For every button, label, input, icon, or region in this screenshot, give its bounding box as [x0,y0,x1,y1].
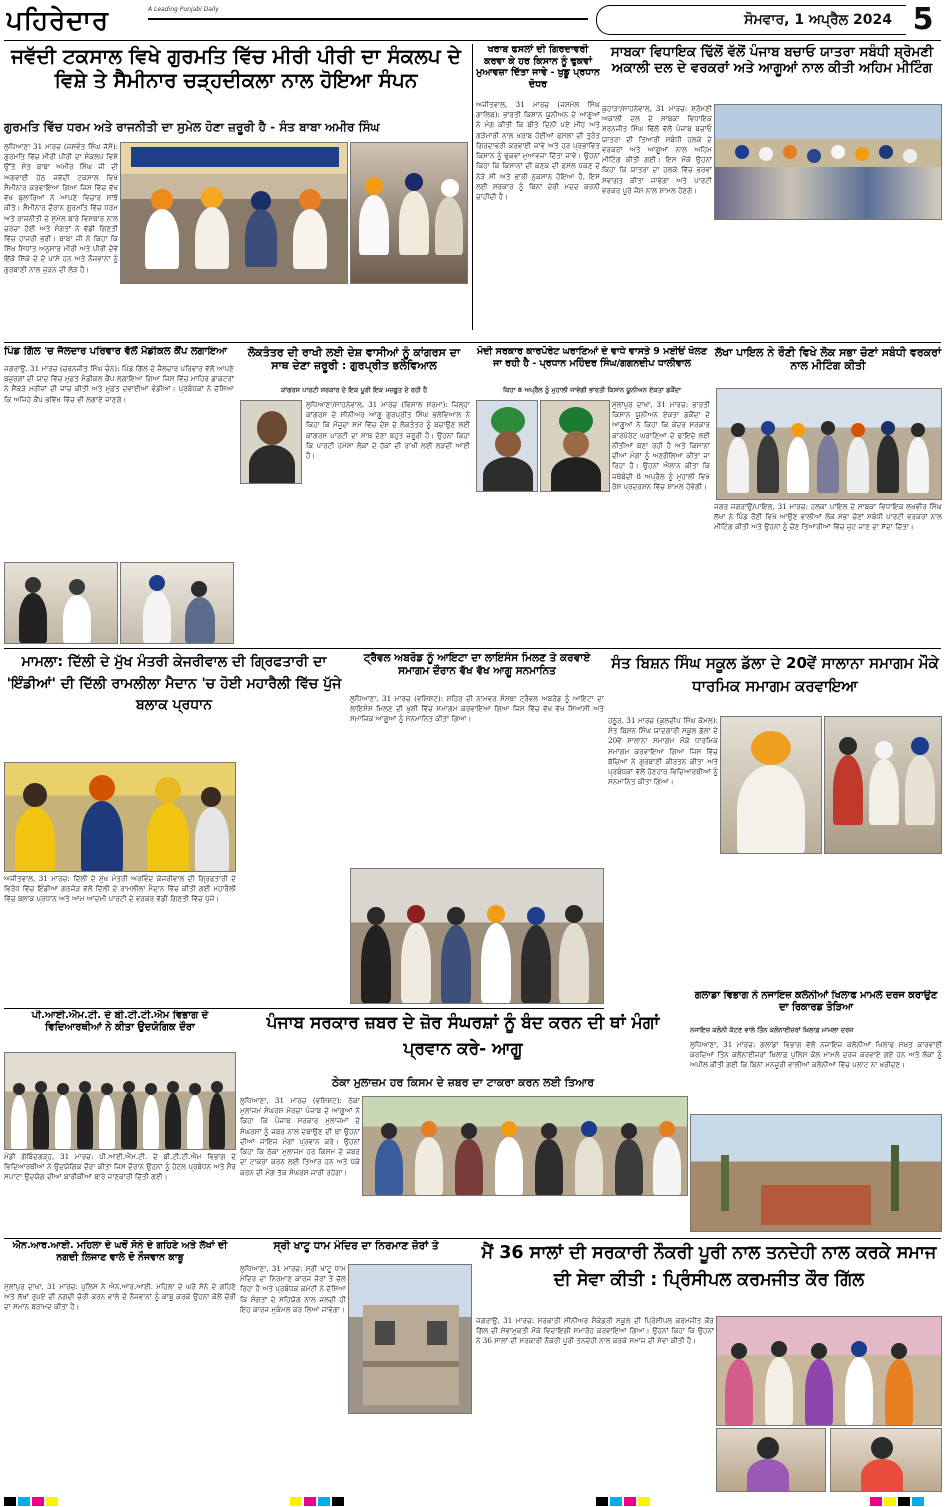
article-a10-headline: ਸੰਤ ਬਿਸ਼ਨ ਸਿੰਘ ਸਕੂਲ ਡੱਲਾ ਦੇ 20ਵੇਂ ਸਾਲਾਨਾ ਸਮਾਗਮ ਮੌਕੇ ਧਾਰਮਿਕ ਸਮਾਗਮ ਕਰਵਾਇਆ [611,654,939,695]
date-bar [596,5,906,35]
retirement-function-photo [716,1316,942,1426]
demolished-colony-photo [690,1114,942,1232]
medical-camp-photo-2 [120,562,234,644]
masthead-logo [6,4,146,38]
mahinder-portrait [476,400,538,492]
article-a8-body: ਅਜੀਤਵਾਲ, 31 ਮਾਰਚ: ਦਿੱਲੀ ਦੇ ਮੁੱਖ ਮੰਤਰੀ ਅਰਵਿੰਦ ਕੇਜਰੀਵਾਲ ਦੀ ਗ੍ਰਿਫਤਾਰੀ ਦੇ ਵਿਰੋਧ ਵਿੱਚ ਇੰਡੀਆ ਗਠਜੋੜ ਵੱਲੋਂ ਦਿੱਲੀ ਦੇ ਰਾਮਲੀਲਾ ਮੈਦਾਨ ਵਿੱਚ ਕੀਤੀ ਗਈ ਮਹਾਰੈਲੀ ਵਿੱਚ ਬਲਾਕ ਪ੍ਰਧਾਨ ਅਤੇ ਆਮ ਆਦਮੀ ਪਾਰਟੀ ਦੇ ਵਰਕਰ ਵੱਡੀ ਗਿਣਤੀ ਵਿੱਚ ਪੁੱਜੇ। [4,874,236,904]
article-a12-body-cont [362,1198,688,1234]
lakha-meeting-photo [716,388,942,500]
page-number: 5 [912,2,934,37]
article-a12-headline: ਪੰਜਾਬ ਸਰਕਾਰ ਜ਼ਬਰ ਦੇ ਜ਼ੋਰ ਸੰਘਰਸ਼ਾਂ ਨੂੰ ਬੰਦ ਕਰਨ ਦੀ ਥਾਂ ਮੰਗਾਂ ਪ੍ਰਵਾਨ ਕਰੇ- ਆਗੂ [266,1013,660,1060]
section-rule-2 [4,648,941,649]
article-a16-headline: ਮੈਂ 36 ਸਾਲਾਂ ਦੀ ਸਰਕਾਰੀ ਨੌਕਰੀ ਪੂਰੀ ਨਾਲ ਤਨਦੇਹੀ ਨਾਲ ਕਰਕੇ ਸਮਾਜ ਦੀ ਸੇਵਾ ਕੀਤੀ : ਪ੍ਰਿੰਸੀਪਲ ਕਰਮਜੀਤ ਕੌਰ ਗਿੱਲ [481,1243,937,1291]
seminar-stage-photo [120,142,348,284]
article-a7-body: ਜਗਰ ਜਗਰਾਉਂ/ਪਾਇਲ, 31 ਮਾਰਚ: ਹਲਕਾ ਪਾਇਲ ਦੇ ਸਾਬਕਾ ਵਿਧਾਇਕ ਲਖਵੀਰ ਸਿੰਘ ਲੱਖਾ ਨੇ ਪਿੰਡ ਰੌਣੀ ਵਿਖੇ ਆਉਣ ਵਾਲੀਆਂ ਲੋਕ ਸਭਾ ਚੋਣਾਂ ਸਬੰਧੀ ਪਾਰਟੀ ਵਰਕਰਾਂ ਨਾਲ ਮੀਟਿੰਗ ਕੀਤੀ ਅਤੇ ਉਹਨਾਂ ਨੂੰ ਚੋਣ ਤਿਆਰੀਆਂ ਵਿੱਚ ਜੁਟ ਜਾਣ ਦਾ ਸੱਦਾ ਦਿੱਤਾ। [714,502,942,532]
article-a5-body-cont [238,488,304,644]
article-a5-headline: ਲੋਕਤੰਤਰ ਦੀ ਰਾਖੀ ਲਈ ਦੇਸ਼ ਵਾਸੀਆਂ ਨੂੰ ਕਾਂਗਰਸ ਦਾ ਸਾਥ ਦੇਣਾ ਜ਼ਰੂਰੀ : ਗੁਰਪ੍ਰੀਤ ਭਲੇਵਿਆਲ [247,346,461,373]
section-rule-3 [4,1008,604,1009]
article-a2-headline: ਖਰਾਬ ਫਸਲਾਂ ਦੀ ਗਿਰਦਾਵਰੀ ਕਰਵਾ ਕੇ ਹਰ ਕਿਸਾਨ ਨੂੰ ਢੁਕਵਾਂ ਮੁਆਵਜ਼ਾ ਦਿੱਤਾ ਜਾਵੇ - ਖੁਡੂ ਪ੍ਰਧਾਨ ਦੋਧਰ [476,44,600,90]
article-a5-body: ਲੁਧਿਆਣਾ/ਸਾਹਨੇਵਾਲ, 31 ਮਾਰਚ (ਵਿਸ਼ਾਲ ਸ਼ਰਮਾ): ਜ਼ਿਲ੍ਹਾ ਕਾਂਗਰਸ ਦੇ ਸੀਨੀਅਰ ਆਗੂ ਗੁਰਪ੍ਰੀਤ ਸਿੰਘ ਭਲੇਵਿਆਲ ਨੇ ਕਿਹਾ ਕਿ ਮੌਜੂਦਾ ਸਮੇਂ ਵਿੱਚ ਦੇਸ਼ ਦੇ ਲੋਕਤੰਤਰ ਨੂੰ ਬਚਾਉਣ ਲਈ ਕਾਂਗਰਸ ਪਾਰਟੀ ਦਾ ਸਾਥ ਦੇਣਾ ਬਹੁਤ ਜ਼ਰੂਰੀ ਹੈ। ਉਹਨਾਂ ਕਿਹਾ ਕਿ ਪਾਰਟੀ ਹਮੇਸ਼ਾ ਲੋਕਾਂ ਦੇ ਹੱਕਾਂ ਦੀ ਰਾਖੀ ਲਈ ਲੜਦੀ ਆਈ ਹੈ। [306,400,470,461]
registration-marks-right [870,1494,940,1506]
masthead-bottom-rule [4,40,941,41]
seminar-audience-photo [350,142,468,284]
article-a9-body: ਲੁਧਿਆਣਾ, 31 ਮਾਰਚ (ਵਸ਼ਿਸ਼ਟ): ਸ਼ਹਿਰ ਦੀ ਨਾਮਵਰ ਸੰਸਥਾ ਟ੍ਰੈਵਲ ਅਬਰੋਡ ਨੂੰ ਆਇਟਾ ਦਾ ਲਾਇਸੰਸ ਮਿਲਣ ਦੀ ਖੁਸ਼ੀ ਵਿੱਚ ਸਮਾਗਮ ਕਰਵਾਇਆ ਗਿਆ ਜਿਸ ਵਿੱਚ ਵੱਖ ਵੱਖ ਸਿਆਸੀ ਅਤੇ ਸਮਾਜਿਕ ਆਗੂਆਂ ਨੂੰ ਸਨਮਾਨਿਤ ਕੀਤਾ ਗਿਆ। [350,694,604,724]
article-a3-body: ਕੁਹਾੜਾ/ਸਾਹਨੇਵਾਲ, 31 ਮਾਰਚ: ਸ਼੍ਰੋਮਣੀ ਅਕਾਲੀ ਦਲ ਦੇ ਸਾਬਕਾ ਵਿਧਾਇਕ ਸ਼ਰਨਜੀਤ ਸਿੰਘ ਢਿੱਲੋਂ ਵੱਲੋਂ ਪੰਜਾਬ ਬਚਾਓ ਯਾਤਰਾ ਦੀ ਤਿਆਰੀ ਸਬੰਧੀ ਹਲਕੇ ਦੇ ਵਰਕਰਾਂ ਅਤੇ ਆਗੂਆਂ ਨਾਲ ਅਹਿਮ ਮੀਟਿੰਗ ਕੀਤੀ ਗਈ। ਇਸ ਮੌਕੇ ਉਹਨਾਂ ਕਿਹਾ ਕਿ ਯਾਤਰਾ ਦਾ ਹਲਕੇ ਵਿੱਚ ਭਰਵਾਂ ਸਵਾਗਤ ਕੀਤਾ ਜਾਵੇਗਾ ਅਤੇ ਪਾਰਟੀ ਵਰਕਰ ਪੂਰੇ ਜੋਸ਼ ਨਾਲ ਸ਼ਾਮਲ ਹੋਣਗੇ। [602,104,712,195]
article-a16-body: ਜਗਰਾਉਂ, 31 ਮਾਰਚ: ਸਰਕਾਰੀ ਸੀਨੀਅਰ ਸੈਕੰਡਰੀ ਸਕੂਲ ਦੀ ਪ੍ਰਿੰਸੀਪਲ ਕਰਮਜੀਤ ਕੌਰ ਗਿੱਲ ਦੀ ਸੇਵਾਮੁਕਤੀ ਮੌਕੇ ਵਿਦਾਇਗੀ ਸਮਾਰੋਹ ਕਰਵਾਇਆ ਗਿਆ। ਉਹਨਾਂ ਕਿਹਾ ਕਿ ਉਹਨਾਂ ਨੇ 36 ਸਾਲਾਂ ਦੀ ਸਰਕਾਰੀ ਨੌਕਰੀ ਪੂਰੀ ਤਨਦੇਹੀ ਨਾਲ ਕਰਕੇ ਸਮਾਜ ਦੀ ਸੇਵਾ ਕੀਤੀ ਹੈ। [476,1316,714,1346]
article-a2-body: ਅਜੀਤਵਾਲ, 31 ਮਾਰਚ (ਜਸਮੇਲ ਸਿੰਘ ਗਾਲਿਬ): ਭਾਰਤੀ ਕਿਸਾਨ ਯੂਨੀਅਨ ਦੇ ਆਗੂਆਂ ਨੇ ਮੰਗ ਕੀਤੀ ਕਿ ਬੀਤੇ ਦਿਨੀਂ ਪਏ ਮੀਂਹ ਅਤੇ ਗੜੇਮਾਰੀ ਨਾਲ ਖਰਾਬ ਹੋਈਆਂ ਫਸਲਾਂ ਦੀ ਤੁਰੰਤ ਗਿਰਦਾਵਰੀ ਕਰਵਾਈ ਜਾਵੇ ਅਤੇ ਹਰ ਪ੍ਰਭਾਵਿਤ ਕਿਸਾਨ ਨੂੰ ਢੁਕਵਾਂ ਮੁਆਵਜ਼ਾ ਦਿੱਤਾ ਜਾਵੇ। ਉਹਨਾਂ ਕਿਹਾ ਕਿ ਕਿਸਾਨਾਂ ਦੀ ਕਣਕ ਦੀ ਫਸਲ ਪੱਕਣ ਦੇ ਨੇੜੇ ਸੀ ਅਤੇ ਭਾਰੀ ਨੁਕਸਾਨ ਹੋਇਆ ਹੈ, ਇਸ ਲਈ ਸਰਕਾਰ ਨੂੰ ਬਿਨਾਂ ਦੇਰੀ ਮਦਦ ਕਰਨੀ ਚਾਹੀਦੀ ਹੈ। [476,100,600,201]
section-rule [4,342,941,343]
article-a4-headline: ਪਿੰਡ ਗਿੱਲ 'ਚ ਜੈਲਦਾਰ ਪਰਿਵਾਰ ਵੱਲੋਂ ਮੈਡੀਕਲ ਕੈਂਪ ਲਗਾਇਆ [4,346,228,357]
article-a1-body: ਲੁਧਿਆਣਾ 31 ਮਾਰਚ (ਜਸਵੰਤ ਸਿੰਘ ਜੱਸੋ): ਗੁਰਮਤਿ ਵਿੱਚ ਮੀਰੀ ਪੀਰੀ ਦਾ ਸੰਕਲਪ ਵਿਸ਼ੇ ਉੱਤੇ ਸੰਤ ਬਾਬਾ ਅਮੀਰ ਸਿੰਘ ਜੀ ਦੀ ਅਗਵਾਈ ਹੇਠ ਜਵੱਦੀ ਟਕਸਾਲ ਵਿਖੇ ਸੈਮੀਨਾਰ ਕਰਵਾਇਆ ਗਿਆ ਜਿਸ ਵਿੱਚ ਵੱਖ ਵੱਖ ਬੁਲਾਰਿਆਂ ਨੇ ਆਪਣੇ ਵਿਚਾਰ ਸਾਂਝੇ ਕੀਤੇ। ਸੈਮੀਨਾਰ ਦੌਰਾਨ ਗੁਰਮਤਿ ਵਿੱਚ ਧਰਮ ਅਤੇ ਰਾਜਨੀਤੀ ਦੇ ਸੁਮੇਲ ਬਾਰੇ ਵਿਸਥਾਰ ਨਾਲ ਚਰਚਾ ਹੋਈ ਅਤੇ ਸੰਗਤਾਂ ਨੇ ਵੱਡੀ ਗਿਣਤੀ ਵਿੱਚ ਹਾਜ਼ਰੀ ਭਰੀ। ਬਾਬਾ ਜੀ ਨੇ ਕਿਹਾ ਕਿ ਸਿੱਖ ਸਿਧਾਂਤ ਅਨੁਸਾਰ ਮੀਰੀ ਅਤੇ ਪੀਰੀ ਦੋਵੇਂ ਇੱਕੋ ਸਿੱਕੇ ਦੇ ਦੋ ਪਾਸੇ ਹਨ ਅਤੇ ਨੌਜਵਾਨਾਂ ਨੂੰ ਗੁਰਬਾਣੀ ਨਾਲ ਜੁੜਨ ਦੀ ਲੋੜ ਹੈ। [4,142,118,274]
column-rule [472,44,473,330]
stage-banner [131,147,339,167]
contract-workers-photo [362,1096,688,1196]
article-a11-headline: ਪੀ.ਆਈ.ਐਮ.ਟੀ. ਦੇ ਬੀ.ਟੀ.ਟੀ.ਐਮ ਵਿਭਾਗ ਦੇ ਵਿਦਿਆਰਥੀਆਂ ਨੇ ਕੀਤਾ ਉਦਯੋਗਿਕ ਦੌਰਾ [31,1010,209,1034]
gagandeep-portrait [540,400,610,492]
masthead-tagline: A Leading Punjabi Daily [148,6,219,13]
masthead-rule [148,18,588,20]
article-a1-headline: ਜਵੱਦੀ ਟਕਸਾਲ ਵਿਖੇ ਗੁਰਮਤਿ ਵਿੱਚ ਮੀਰੀ ਪੀਰੀ ਦਾ ਸੰਕਲਪ ਦੇ ਵਿਸ਼ੇ ਤੇ ਸੈਮੀਨਾਰ ਚੜ੍ਹਦੀਕਲਾ ਨਾਲ ਹੋਇਆ ਸੰਪਨ [11,44,461,93]
registration-marks-center-left [290,1494,380,1506]
article-a1-body-cont [120,286,468,340]
registration-marks-center-right [596,1494,686,1506]
article-a13-headline: ਗਲਾਡਾ ਵਿਭਾਗ ਨੇ ਨਜਾਇਜ਼ ਕਲੋਨੀਆਂ ਖਿਲਾਫ ਮਾਮਲੇ ਦਰਜ ਕਰਾਉਣ ਦਾ ਰਿਕਾਰਡ ਤੋੜਿਆ [694,990,938,1013]
article-a4-body: ਜਗਰਾਉਂ, 31 ਮਾਰਚ (ਚਰਨਜੀਤ ਸਿੰਘ ਚੰਨ): ਪਿੰਡ ਗਿੱਲ ਦੇ ਜੈਲਦਾਰ ਪਰਿਵਾਰ ਵੱਲੋਂ ਆਪਣੇ ਬਜ਼ੁਰਗਾਂ ਦੀ ਯਾਦ ਵਿੱਚ ਮੁਫ਼ਤ ਮੈਡੀਕਲ ਕੈਂਪ ਲਗਾਇਆ ਗਿਆ ਜਿਸ ਵਿੱਚ ਮਾਹਿਰ ਡਾਕਟਰਾਂ ਨੇ ਸੈਂਕੜੇ ਮਰੀਜ਼ਾਂ ਦੀ ਜਾਂਚ ਕੀਤੀ ਅਤੇ ਮੁਫ਼ਤ ਦਵਾਈਆਂ ਵੰਡੀਆਂ। ਪ੍ਰਬੰਧਕਾਂ ਨੇ ਦੱਸਿਆ ਕਿ ਅਜਿਹੇ ਕੈਂਪ ਭਵਿੱਖ ਵਿੱਚ ਵੀ ਲਗਾਏ ਜਾਣਗੇ। [4,364,234,404]
article-a3-body-cont [714,222,942,332]
article-a8-body-cont [238,762,344,1004]
article-a14-body: ਮੁੱਲਾਂਪੁਰ ਦਾਖਾ, 31 ਮਾਰਚ: ਪੁਲਿਸ ਨੇ ਐਨ.ਆਰ.ਆਈ. ਮਹਿਲਾ ਦੇ ਘਰੋਂ ਸੋਨੇ ਦੇ ਗਹਿਣੇ ਅਤੇ ਲੱਖਾਂ ਰੁਪਏ ਦੀ ਨਗਦੀ ਚੋਰੀ ਕਰਨ ਵਾਲੇ ਦੋ ਨੌਜਵਾਨਾਂ ਨੂੰ ਕਾਬੂ ਕਰਕੇ ਉਹਨਾਂ ਕੋਲੋਂ ਚੋਰੀ ਦਾ ਸਮਾਨ ਬਰਾਮਦ ਕੀਤਾ ਹੈ। [4,1282,236,1312]
article-a13-body: ਲੁਧਿਆਣਾ, 31 ਮਾਰਚ: ਗਲਾਡਾ ਵਿਭਾਗ ਵੱਲੋਂ ਨਜਾਇਜ਼ ਕਲੋਨੀਆਂ ਖਿਲਾਫ ਸਖ਼ਤ ਕਾਰਵਾਈ ਕਰਦਿਆਂ ਤਿੰਨ ਕਲੋਨਾਈਜ਼ਰਾਂ ਖ਼ਿਲਾਫ਼ ਪੁਲਿਸ ਕੋਲ ਮਾਮਲੇ ਦਰਜ ਕਰਵਾਏ ਗਏ ਹਨ ਅਤੇ ਲੋਕਾਂ ਨੂੰ ਅਪੀਲ ਕੀਤੀ ਗਈ ਕਿ ਬਿਨਾਂ ਮਨਜ਼ੂਰੀ ਵਾਲੀਆਂ ਕਲੋਨੀਆਂ ਵਿੱਚ ਪਲਾਟ ਨਾ ਖਰੀਦਣ। [690,1040,942,1070]
article-a15-body-cont [240,1416,472,1492]
article-a1-subhead: ਗੁਰਮਤਿ ਵਿੱਚ ਧਰਮ ਅਤੇ ਰਾਜਨੀਤੀ ਦਾ ਸੁਮੇਲ ਹੋਣਾ ਜ਼ਰੂਰੀ ਹੈ - ਸੰਤ ਬਾਬਾ ਅਮੀਰ ਸਿੰਘ [4,120,380,134]
article-a6-body: ਮੁੱਲਾਂਪੁਰ ਦਾਖਾ, 31 ਮਾਰਚ: ਭਾਰਤੀ ਕਿਸਾਨ ਯੂਨੀਅਨ ਏਕਤਾ ਡਕੌਂਦਾ ਦੇ ਆਗੂਆਂ ਨੇ ਕਿਹਾ ਕਿ ਕੇਂਦਰ ਸਰਕਾਰ ਕਾਰਪੋਰੇਟ ਘਰਾਣਿਆਂ ਦੇ ਫਾਇਦੇ ਲਈ ਨੀਤੀਆਂ ਬਣਾ ਰਹੀ ਹੈ ਅਤੇ ਕਿਸਾਨਾਂ ਦੀਆਂ ਮੰਗਾਂ ਨੂੰ ਅਣਗੌਲਿਆ ਕੀਤਾ ਜਾ ਰਿਹਾ ਹੈ। ਉਹਨਾਂ ਐਲਾਨ ਕੀਤਾ ਕਿ ਜਥੇਬੰਦੀ 8 ਅਪ੍ਰੈਲ ਨੂੰ ਮੁਹਾਲੀ ਵਿਖੇ ਰੋਸ ਪ੍ਰਦਰਸ਼ਨ ਵਿੱਚ ਸ਼ਾਮਲ ਹੋਵੇਗੀ। [612,400,710,491]
article-a13-subhead: ਨਜਾਇਜ਼ ਕਲੋਨੀ ਕੱਟਣ ਵਾਲੇ ਤਿੰਨ ਕਲੋਨਾਈਜ਼ਰਾਂ ਖ਼ਿਲਾਫ਼ ਮਾਮਲਾ ਦਰਜ [690,1026,854,1034]
article-a12-subhead: ਠੇਕਾ ਮੁਲਾਜ਼ਮ ਹਰ ਕਿਸਮ ਦੇ ਜ਼ਬਰ ਦਾ ਟਾਕਰਾ ਕਰਨ ਲਈ ਤਿਆਰ [331,1076,595,1089]
article-a6-body-cont [474,494,710,644]
page-number-box [906,2,940,38]
masthead-name: ਪਹਿਰੇਦਾਰ [6,6,109,36]
article-a10-body: ਹਠੂਰ, 31 ਮਾਰਚ (ਕੁਲਦੀਪ ਸਿੰਘ ਕੋਮਲ): ਸੰਤ ਬਿਸ਼ਨ ਸਿੰਘ ਯਾਦਗਾਰੀ ਸਕੂਲ ਡੱਲਾ ਦੇ 20ਵੇਂ ਸਾਲਾਨਾ ਸਮਾਗਮ ਮੌਕੇ ਧਾਰਮਿਕ ਸਮਾਗਮ ਕਰਵਾਇਆ ਗਿਆ ਜਿਸ ਵਿੱਚ ਬੱਚਿਆਂ ਨੇ ਗੁਰਬਾਣੀ ਕੀਰਤਨ ਕੀਤਾ ਅਤੇ ਪ੍ਰਬੰਧਕਾਂ ਵੱਲੋਂ ਹੋਣਹਾਰ ਵਿਦਿਆਰਥੀਆਂ ਨੂੰ ਸਨਮਾਨਿਤ ਕੀਤਾ ਗਿਆ। [608,716,718,787]
article-a6-subhead: ਕਿਹਾ 8 ਅਪ੍ਰੈਲ ਨੂੰ ਮੁਹਾਲੀ ਜਾਵੇਗੀ ਭਾਰਤੀ ਕਿਸਾਨ ਯੂਨੀਅਨ ਏਕਤਾ ਡਕੌਂਦਾ [503,386,681,394]
article-a7-headline: ਲੱਖਾ ਪਾਇਲ ਨੇ ਰੌਣੀ ਵਿਖੇ ਲੋਕ ਸਭਾ ਚੋਣਾਂ ਸਬੰਧੀ ਵਰਕਰਾਂ ਨਾਲ ਮੀਟਿੰਗ ਕੀਤੀ [714,346,942,373]
article-a8-headline: ਮਾਮਲਾ: ਦਿੱਲੀ ਦੇ ਮੁੱਖ ਮੰਤਰੀ ਕੇਜਰੀਵਾਲ ਦੀ ਗ੍ਰਿਫਤਾਰੀ ਦਾ 'ਇੰਡੀਆਂ' ਦੀ ਦਿੱਲੀ ਰਾਮਲੀਲਾ ਮੈਦਾਨ 'ਚ ਹੋਈ ਮਹਾਰੈਲੀ ਵਿੱਚ ਪੁੱਜੇ ਬਲਾਕ ਪ੍ਰਧਾਨ [6,654,342,714]
school-saint-photo [720,716,822,854]
registration-marks-left [4,1494,94,1506]
travel-abroad-event-photo [350,868,604,1004]
medical-camp-photo-1 [4,562,118,644]
article-a14-headline: ਐਨ.ਆਰ.ਆਈ. ਮਹਿਲਾ ਦੇ ਘਰੋਂ ਸੋਨੇ ਦੇ ਗਹਿਣੇ ਅਤੇ ਲੱਖਾਂ ਦੀ ਨਗਦੀ ਲਿਜਾਣ ਵਾਲੇ ਦੋ ਨੌਜਵਾਨ ਕਾਬੂ [12,1240,228,1263]
akali-meeting-photo [714,104,942,220]
article-a3-headline: ਸਾਬਕਾ ਵਿਧਾਇਕ ਢਿੱਲੋਂ ਵੱਲੋਂ ਪੰਜਾਬ ਬਚਾਓ ਯਾਤਰਾ ਸਬੰਧੀ ਸ਼੍ਰੋਮਣੀ ਅਕਾਲੀ ਦਲ ਦੇ ਵਰਕਰਾਂ ਅਤੇ ਆਗੂਆਂ ਨਾਲ ਕੀਤੀ ਅਹਿਮ ਮੀਟਿੰਗ [610,44,934,77]
pimt-students-photo [4,1052,236,1150]
principal-portrait-1 [716,1428,826,1492]
section-rule-4 [4,1238,941,1239]
ramlila-rally-photo [4,762,236,872]
article-a9-headline: ਟ੍ਰੈਵਲ ਅਬਰੋਡ ਨੂੰ ਆਇਟਾ ਦਾ ਲਾਇਸੰਸ ਮਿਲਣ ਤੇ ਕਰਵਾਏ ਸਮਾਗਮ ਦੌਰਾਨ ਵੱਖ ਵੱਖ ਆਗੂ ਸਨਮਾਨਿਤ [363,652,591,677]
gurpreet-portrait [240,400,302,484]
article-a15-headline: ਸ੍ਰੀ ਖਾਟੂ ਧਾਮ ਮੰਦਿਰ ਦਾ ਨਿਰਮਾਣ ਜ਼ੋਰਾਂ ਤੇ [273,1240,439,1252]
temple-construction-photo [348,1264,472,1414]
article-a6-headline: ਮੋਦੀ ਸਰਕਾਰ ਕਾਰਪੋਰੇਟ ਘਰਾਣਿਆਂ ਦੇ ਵਾਧੇ ਵਾਸਤੇ 9 ਮਈਓਂ ਖੋਲਣ ਜਾ ਰਹੀ ਹੈ - ਪ੍ਰਧਾਨ ਮਹਿੰਦਰ ਸਿੰਘ/ਗਗਨਦੀਪ ਧਾਲੀਵਾਲ [476,346,708,369]
school-function-photo [824,716,942,854]
article-a10-body-cont [608,856,942,980]
article-a12-body: ਲੁਧਿਆਣਾ, 31 ਮਾਰਚ (ਵਸ਼ਿਸ਼ਟ): ਠੇਕਾ ਮੁਲਾਜ਼ਮ ਸੰਘਰਸ਼ ਮੋਰਚਾ ਪੰਜਾਬ ਦੇ ਆਗੂਆਂ ਨੇ ਕਿਹਾ ਕਿ ਪੰਜਾਬ ਸਰਕਾਰ ਮੁਲਾਜ਼ਮਾਂ ਦੇ ਸੰਘਰਸ਼ਾਂ ਨੂੰ ਜ਼ਬਰ ਨਾਲ ਦਬਾਉਣ ਦੀ ਥਾਂ ਉਹਨਾਂ ਦੀਆਂ ਜਾਇਜ਼ ਮੰਗਾਂ ਪ੍ਰਵਾਨ ਕਰੇ। ਉਹਨਾਂ ਕਿਹਾ ਕਿ ਠੇਕਾ ਮੁਲਾਜ਼ਮ ਹਰ ਕਿਸਮ ਦੇ ਜ਼ਬਰ ਦਾ ਟਾਕਰਾ ਕਰਨ ਲਈ ਤਿਆਰ ਹਨ ਅਤੇ ਪੱਕੇ ਕਰਨ ਦੀ ਮੰਗ ਤੱਕ ਸੰਘਰਸ਼ ਜਾਰੀ ਰਹੇਗਾ। [240,1096,360,1177]
article-a11-body: ਮੰਡੀ ਗੋਬਿੰਦਗੜ੍ਹ, 31 ਮਾਰਚ: ਪੀ.ਆਈ.ਐਮ.ਟੀ. ਦੇ ਬੀ.ਟੀ.ਟੀ.ਐਮ ਵਿਭਾਗ ਦੇ ਵਿਦਿਆਰਥੀਆਂ ਨੇ ਉਦਯੋਗਿਕ ਦੌਰਾ ਕੀਤਾ ਜਿਸ ਦੌਰਾਨ ਉਹਨਾਂ ਨੂੰ ਹੋਟਲ ਪ੍ਰਬੰਧਨ ਅਤੇ ਸੈਰ ਸਪਾਟਾ ਉਦਯੋਗ ਦੀਆਂ ਬਾਰੀਕੀਆਂ ਬਾਰੇ ਜਾਣਕਾਰੀ ਦਿੱਤੀ ਗਈ। [4,1152,236,1182]
issue-date: ਸੋਮਵਾਰ, 1 ਅਪ੍ਰੈਲ 2024 [744,12,892,28]
principal-portrait-2 [830,1428,942,1492]
article-a15-body: ਲੁਧਿਆਣਾ, 31 ਮਾਰਚ: ਸ੍ਰੀ ਖਾਟੂ ਧਾਮ ਮੰਦਿਰ ਦਾ ਨਿਰਮਾਣ ਕਾਰਜ ਜ਼ੋਰਾਂ ਤੇ ਚੱਲ ਰਿਹਾ ਹੈ ਅਤੇ ਪ੍ਰਬੰਧਕ ਕਮੇਟੀ ਨੇ ਦੱਸਿਆ ਕਿ ਸੰਗਤਾਂ ਦੇ ਸਹਿਯੋਗ ਨਾਲ ਜਲਦੀ ਹੀ ਇਹ ਕਾਰਜ ਮੁਕੰਮਲ ਕਰ ਲਿਆ ਜਾਵੇਗਾ। [240,1264,346,1314]
article-a5-subhead: ਕਾਂਗਰਸ ਪਾਰਟੀ ਸਰਕਾਰ ਦੇ ਇਕ ਪੂਰੀ ਇਕ ਮਜ਼ਬੂਤ ਦੇ ਰਹੀ ਹੈ [280,386,428,394]
